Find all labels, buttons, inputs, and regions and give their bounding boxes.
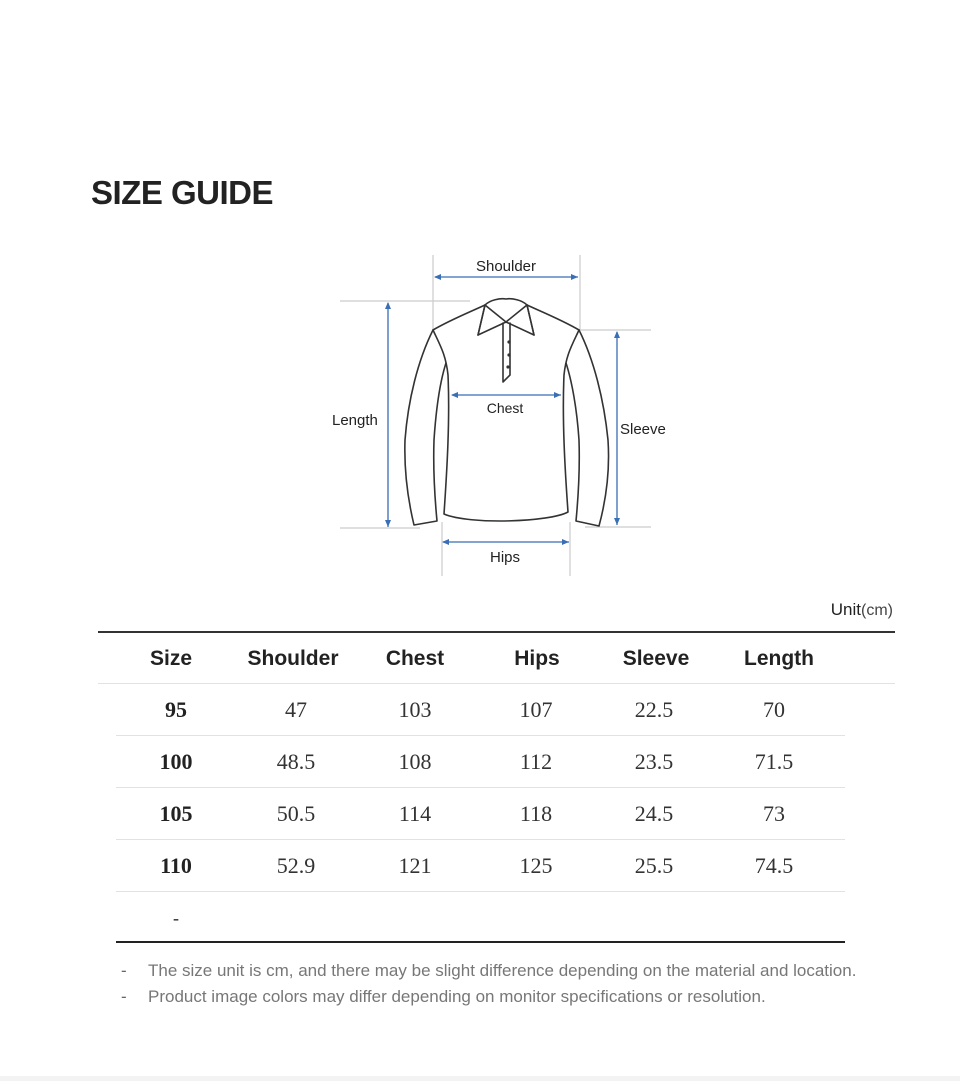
size-table [0,633,960,944]
cell-shoulder: 47 [285,697,307,722]
footer-band [0,1076,960,1081]
note-bullet: - [121,987,127,1006]
cell-chest: 114 [398,801,432,826]
shoulder-label: Shoulder [475,258,537,275]
cell-hips: 118 [519,801,553,826]
cell-length: 74.5 [754,853,794,878]
cell-length: 70 [763,697,785,722]
header-length: Length [744,646,814,670]
cell-size: 105 [159,801,193,826]
cell-size: - [173,907,179,928]
cell-chest: 103 [398,697,432,722]
length-label: Length [332,412,378,429]
cell-length: 73 [763,801,785,826]
cell-chest [350,892,480,944]
cell-sleeve: 22.5 [634,697,674,722]
table-row [0,684,960,736]
cell-sleeve: 25.5 [634,853,674,878]
cell-chest: 108 [398,749,432,774]
note-bullet: - [121,961,127,980]
cell-shoulder: 50.5 [276,801,316,826]
notes-list [121,958,856,1010]
note-item [121,984,856,1010]
cell-size: 110 [160,853,192,878]
unit-value: (cm) [861,602,893,619]
table-row [0,840,960,892]
cell-chest: 121 [398,853,432,878]
cell-shoulder [231,892,361,944]
table-bottom-rule [116,941,845,943]
cell-length [709,892,839,944]
cell-sleeve: 23.5 [634,749,674,774]
header-chest: Chest [385,646,445,670]
cell-shoulder: 48.5 [276,749,316,774]
cell-hips: 125 [519,853,553,878]
cell-hips [471,892,601,944]
cell-sleeve: 24.5 [634,801,674,826]
cell-sleeve [589,892,719,944]
cell-hips: 107 [519,697,553,722]
header-shoulder: Shoulder [247,646,339,670]
cell-length: 71.5 [754,749,794,774]
chest-label: Chest [486,400,524,416]
unit-text: Unit [830,600,862,619]
header-size: Size [149,646,193,670]
cell-size: 95 [165,697,187,722]
table-header-row [0,633,960,684]
header-sleeve: Sleeve [622,646,690,670]
sleeve-label: Sleeve [620,421,666,438]
table-row [0,736,960,788]
page-title: SIZE GUIDE [91,174,274,211]
cell-hips: 112 [519,749,553,774]
table-row [0,892,960,944]
note-item [121,958,856,984]
unit-label [831,600,893,620]
note-text: The size unit is cm, and there may be slight difference depending on the material and location. [148,961,857,980]
header-hips: Hips [514,646,560,670]
hips-label: Hips [489,549,521,566]
table-row [0,788,960,840]
cell-shoulder: 52.9 [276,853,316,878]
cell-size: 100 [159,749,193,774]
note-text: Product image colors may differ depending on monitor specifications or resolution. [148,987,766,1006]
